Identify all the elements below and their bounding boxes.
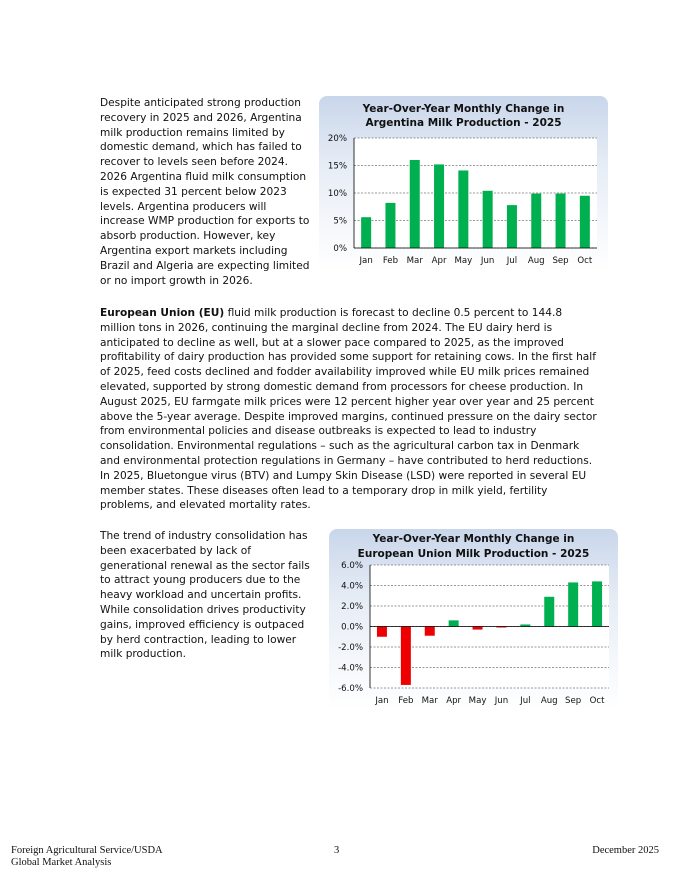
x-tick-label: May [468, 696, 487, 706]
chart-title-line1: Year-Over-Year Monthly Change in [362, 103, 565, 115]
x-tick-label: May [454, 256, 473, 266]
bar-apr [449, 620, 459, 626]
bar-may [473, 627, 483, 630]
chart-title-line2: European Union Milk Production - 2025 [357, 548, 590, 560]
eu-paragraph [100, 306, 600, 513]
bar-sep [568, 582, 578, 626]
x-tick-label: Jun [494, 696, 509, 706]
chart-title-line2: Argentina Milk Production - 2025 [365, 117, 562, 129]
x-tick-label: Mar [406, 256, 423, 266]
argentina-chart-svg [319, 96, 608, 272]
x-tick-label: Oct [577, 256, 593, 266]
y-tick-label: 4.0% [341, 581, 363, 592]
bar-feb [385, 203, 395, 248]
x-tick-label: Apr [446, 696, 462, 706]
footer-agency-line1: Foreign Agricultural Service/USDA [11, 845, 163, 856]
y-tick-label: -4.0% [338, 663, 363, 674]
y-tick-label: 15% [327, 161, 347, 172]
bar-aug [544, 597, 554, 627]
chart-title-line1: Year-Over-Year Monthly Change in [372, 533, 575, 545]
x-tick-label: Jan [359, 256, 373, 266]
x-tick-label: Sep [552, 256, 569, 266]
x-tick-label: Jul [520, 696, 531, 706]
argentina-milk-chart [319, 96, 608, 272]
x-tick-label: Jan [375, 696, 389, 706]
x-tick-label: Oct [589, 696, 605, 706]
bar-feb [401, 627, 411, 685]
x-tick-label: Feb [382, 256, 399, 266]
bar-jan [377, 627, 387, 637]
eu-milk-chart [329, 529, 618, 709]
eu-heading: European Union (EU) [100, 307, 225, 319]
y-tick-label: -2.0% [338, 643, 363, 653]
x-tick-label: Jun [480, 256, 495, 266]
x-tick-label: Feb [398, 696, 414, 706]
bar-oct [580, 196, 590, 248]
bar-oct [592, 581, 602, 626]
bar-jan [361, 217, 371, 248]
eu-paragraph-text: fluid milk production is forecast to decline 0.5 percent to 144.8 million tons in 2026, continuing the marginal decline from 2024. The EU dairy herd is anticipated to decline as well, but at a slower pace compared to 2025, as the improved profitability of dairy production has provided some support for retaining cows. In the first half of 2025, feed costs declined and fodder availability improved while EU milk prices remained elevated, supported by strong domestic demand from processors for cheese production. In August 2025, EU farmgate milk prices were 12 percent higher year over year and 25 percent above the 5-year average. Despite improved margins, continued pressure on the dairy sector from environmental policies and disease outbreaks is expected to lead to industry consolidation. Environmental regulations – such as the agricultural carbon tax in Denmark and environmental protection regulations in Germany – have contributed to herd reductions. In 2025, Bluetongue virus (BTV) and Lumpy Skin Disease (LSD) were reported in several EU member states. These diseases often lead to a temporary drop in milk yield, fertility problems, and elevated mortality rates. [100, 307, 597, 512]
y-tick-label: 0.0% [341, 622, 363, 633]
bar-apr [434, 164, 444, 248]
bar-jul [507, 205, 517, 248]
footer-agency-line2: Global Market Analysis [11, 857, 112, 868]
y-tick-label: 20% [327, 134, 347, 144]
x-tick-label: Sep [565, 696, 582, 706]
y-tick-label: 6.0% [341, 561, 363, 571]
bar-may [458, 170, 468, 248]
x-tick-label: Jul [506, 256, 518, 266]
y-tick-label: -6.0% [338, 684, 363, 694]
footer-agency [11, 845, 163, 869]
x-tick-label: Mar [421, 696, 438, 706]
bar-mar [410, 160, 420, 248]
y-tick-label: 2.0% [341, 602, 363, 612]
x-tick-label: Apr [431, 256, 447, 266]
bar-mar [425, 627, 435, 636]
eu-chart-svg [329, 529, 618, 709]
bar-aug [531, 194, 541, 248]
bar-sep [556, 194, 566, 248]
bar-jun [483, 191, 493, 248]
consolidation-paragraph: The trend of industry consolidation has been exacerbated by lack of generational renewal as the sector fails to attract young producers due to the heavy workload and uncertain profits. While consolidation drives productivity gains, improved efficiency is outpaced by herd contraction, leading to lower milk production. [100, 530, 310, 661]
y-tick-label: 5% [333, 216, 347, 227]
y-tick-label: 10% [327, 189, 347, 199]
footer-date: December 2025 [592, 845, 659, 856]
x-tick-label: Aug [527, 256, 545, 266]
x-tick-label: Aug [540, 696, 558, 706]
y-tick-label: 0% [333, 244, 347, 254]
page-number: 3 [334, 845, 340, 856]
argentina-paragraph: Despite anticipated strong production recovery in 2025 and 2026, Argentina milk production remains limited by domestic demand, which has failed to recover to levels seen before 2024. 2026 Argentina fluid milk consumption is expected 31 percent below 2023 levels. Argentina producers will increase WMP production for exports to absorb production. However, key Argentina export markets including Brazil and Algeria are expecting limited or no import growth in 2026. [100, 97, 310, 287]
